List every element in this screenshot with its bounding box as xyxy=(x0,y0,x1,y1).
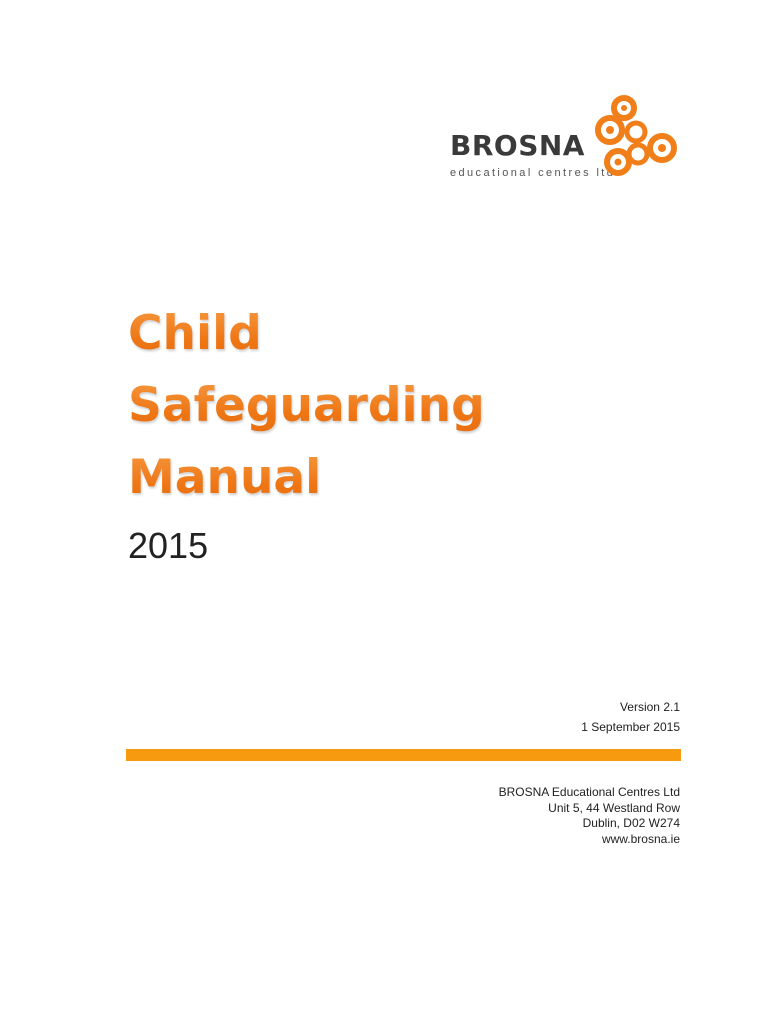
title-line-3: Manual xyxy=(128,442,485,514)
address-street: Unit 5, 44 Westland Row xyxy=(548,800,680,815)
orange-circles-logo-icon xyxy=(594,94,684,186)
address-website-link[interactable]: www.brosna.ie xyxy=(601,831,680,846)
document-year: 2015 xyxy=(128,525,209,566)
version-date: 1 September 2015 xyxy=(581,720,680,734)
company-logo xyxy=(446,94,680,186)
address-city: Dublin, D02 W274 xyxy=(582,816,680,830)
title-line-2: Safeguarding xyxy=(128,370,485,442)
company-address xyxy=(499,785,680,847)
version-number: Version 2.1 xyxy=(619,700,680,714)
document-title xyxy=(128,298,485,514)
logo-brand-name: BROSNA xyxy=(450,129,585,162)
orange-divider xyxy=(126,749,681,761)
address-company: BROSNA Educational Centres Ltd xyxy=(498,785,680,799)
version-info xyxy=(581,697,680,737)
title-line-1: Child xyxy=(128,298,485,370)
logo-tagline: educational centres ltd xyxy=(450,167,616,179)
